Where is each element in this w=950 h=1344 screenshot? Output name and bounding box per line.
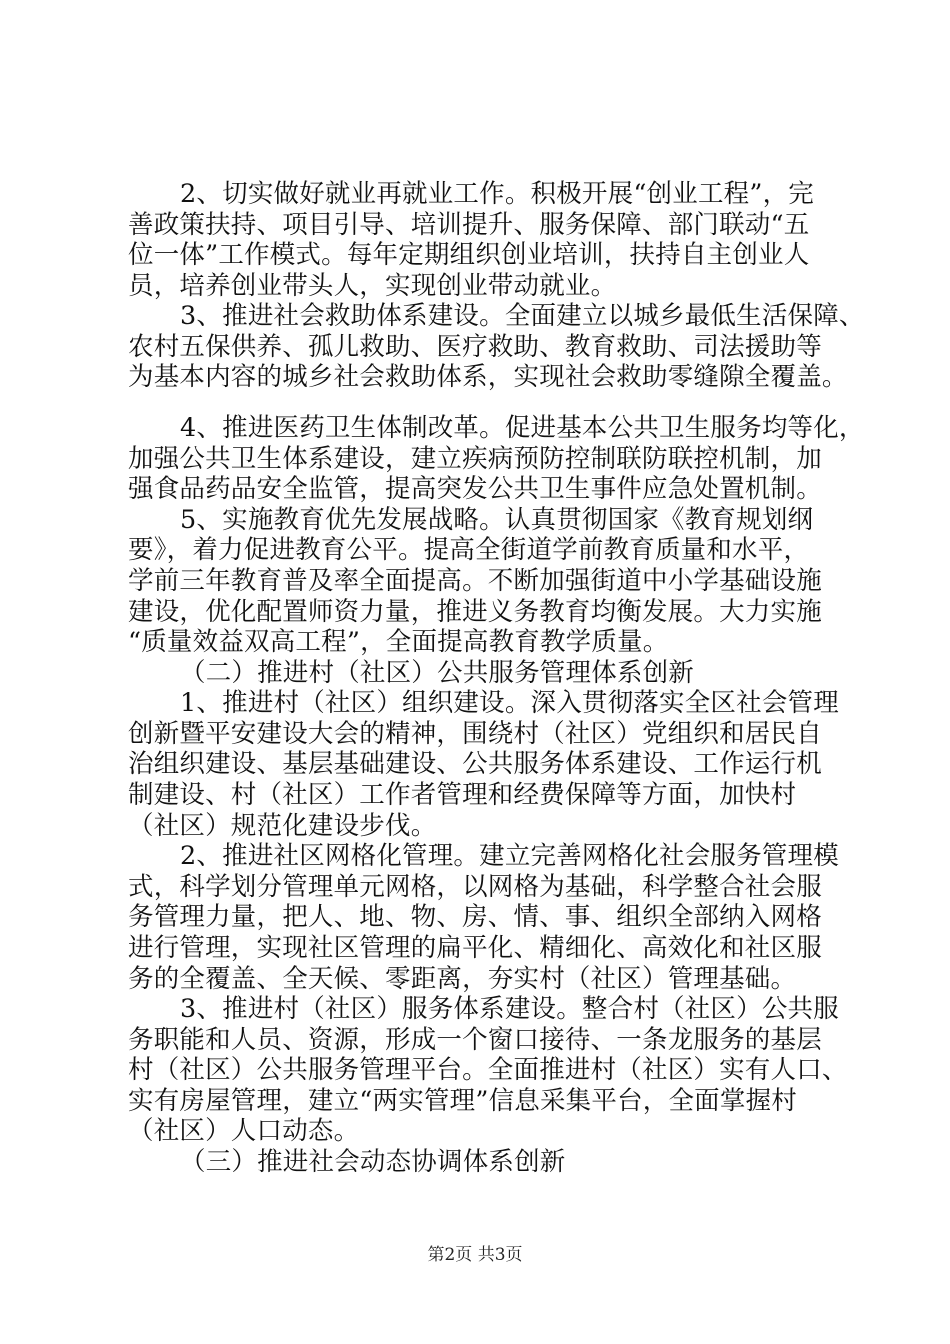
paragraph-line: 位一体”工作模式。每年定期组织创业培训，扶持自主创业人: [128, 240, 810, 270]
paragraph-line: 2、推进社区网格化管理。建立完善网格化社会服务管理模: [180, 841, 839, 871]
paragraph-line: 务的全覆盖、全天候、零距离，夯实村（社区）管理基础。: [128, 964, 797, 994]
paragraph-line: 加强公共卫生体系建设，建立疾病预防控制联防联控机制，加: [128, 444, 822, 474]
paragraph-line: 要》，着力促进教育公平。提高全街道学前教育质量和水平，: [128, 535, 810, 565]
paragraph-line: 建设，优化配置师资力量，推进义务教育均衡发展。大力实施: [128, 597, 822, 627]
paragraph-line: 农村五保供养、孤儿救助、医疗救助、教育救助、司法援助等: [128, 332, 822, 362]
paragraph-line: 村（社区）公共服务管理平台。全面推进村（社区）实有人口、: [128, 1055, 848, 1085]
paragraph-line: 进行管理，实现社区管理的扁平化、精细化、高效化和社区服: [128, 933, 822, 963]
paragraph-line: 式，科学划分管理单元网格，以网格为基础，科学整合社会服: [128, 872, 822, 902]
paragraph-line: 务职能和人员、资源，形成一个窗口接待、一条龙服务的基层: [128, 1025, 822, 1055]
paragraph-line: 3、推进社会救助体系建设。全面建立以城乡最低生活保障、: [180, 301, 865, 331]
paragraph-line: 为基本内容的城乡社会救助体系，实现社会救助零缝隙全覆盖。: [128, 362, 848, 392]
paragraph-line: 强食品药品安全监管，提高突发公共卫生事件应急处置机制。: [128, 474, 822, 504]
paragraph-line: 员，培养创业带头人，实现创业带动就业。: [128, 271, 617, 301]
paragraph-line: 实有房屋管理，建立“两实管理”信息采集平台，全面掌握村: [128, 1086, 797, 1116]
paragraph-line: 2、切实做好就业再就业工作。积极开展“创业工程”，完: [180, 179, 814, 209]
paragraph-line: 5、实施教育优先发展战略。认真贯彻国家《教育规划纲: [180, 505, 814, 535]
paragraph-line: 学前三年教育普及率全面提高。不断加强街道中小学基础设施: [128, 566, 822, 596]
paragraph-line: 务管理力量，把人、地、物、房、情、事、组织全部纳入网格: [128, 902, 822, 932]
paragraph-line: 创新暨平安建设大会的精神，围绕村（社区）党组织和居民自: [128, 719, 822, 749]
paragraph-line: （社区）人口动态。: [128, 1116, 360, 1146]
paragraph-line: 4、推进医药卫生体制改革。促进基本公共卫生服务均等化，: [180, 413, 865, 443]
paragraph-line: 治组织建设、基层基础建设、公共服务体系建设、工作运行机: [128, 749, 822, 779]
paragraph-line: 3、推进村（社区）服务体系建设。整合村（社区）公共服: [180, 994, 839, 1024]
page-footer: 第2页 共3页: [427, 1245, 523, 1265]
paragraph-line: 善政策扶持、项目引导、培训提升、服务保障、部门联动“五: [128, 210, 810, 240]
paragraph-line: “质量效益双高工程”，全面提高教育教学质量。: [128, 627, 669, 657]
section-heading: （二）推进村（社区）公共服务管理体系创新: [180, 658, 695, 688]
paragraph-line: 制建设、村（社区）工作者管理和经费保障等方面，加快村: [128, 780, 797, 810]
paragraph-line: 1、推进村（社区）组织建设。深入贯彻落实全区社会管理: [180, 688, 839, 718]
section-heading: （三）推进社会动态协调体系创新: [180, 1147, 566, 1177]
paragraph-line: （社区）规范化建设步伐。: [128, 811, 437, 841]
